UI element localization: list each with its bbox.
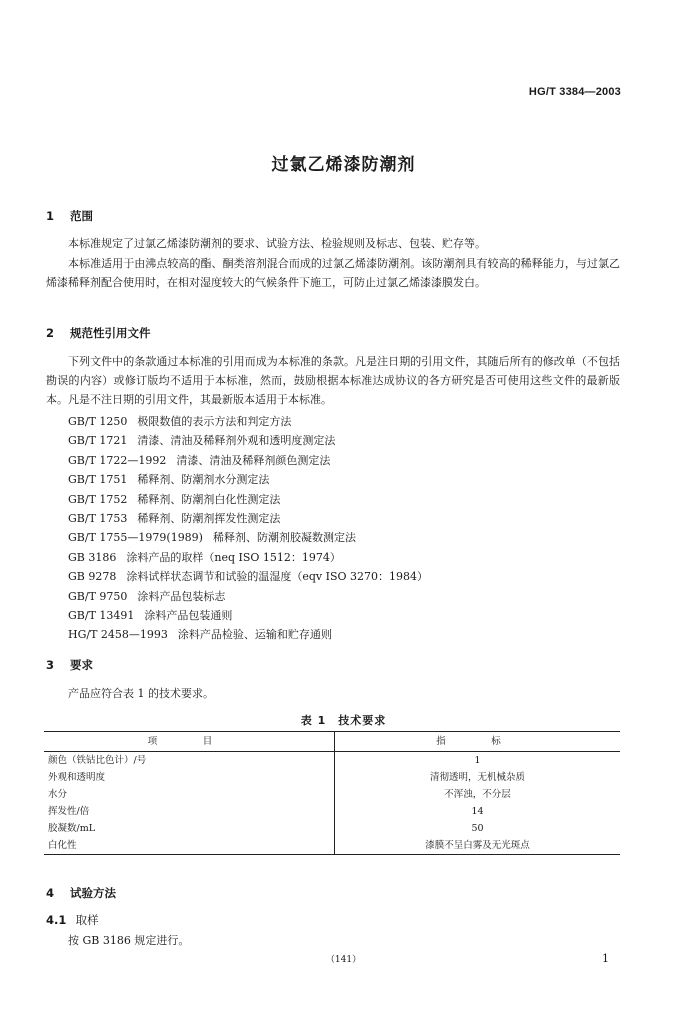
page-center-mark: （141） (325, 955, 362, 965)
reference-name: 清漆、清油及稀释剂外观和透明度测定法 (137, 434, 336, 448)
table-cell-item (44, 769, 335, 786)
reference-code: GB 9278 (68, 570, 117, 584)
reference-item (68, 470, 428, 489)
table-row (44, 752, 620, 770)
item-text: 颜色（铁钴比色计）/号 (48, 755, 147, 766)
reference-name: 涂料产品包装标志 (137, 589, 226, 603)
reference-item (68, 412, 428, 431)
section-number: 1 (46, 209, 55, 223)
reference-code: GB/T 13491 (68, 608, 135, 622)
item-text: 挥发性/倍 (48, 806, 90, 817)
item-text: 外观和透明度 (48, 772, 106, 783)
table-cell-item (44, 803, 335, 820)
table-cell-value: 50 (471, 823, 484, 834)
reference-name: 稀释剂、防潮剂白化性测定法 (137, 492, 281, 506)
reference-item (68, 509, 428, 528)
reference-item (68, 451, 428, 470)
section-3-heading (46, 657, 93, 673)
reference-name: 涂料产品检验、运输和贮存通则 (177, 628, 332, 642)
table-cell-item (44, 820, 335, 837)
reference-name: 涂料试样状态调节和试验的温湿度（eqv ISO 3270：1984） (126, 570, 429, 584)
table-cell-item (44, 786, 335, 803)
reference-item (68, 625, 428, 644)
section-title: 规范性引用文件 (70, 326, 151, 340)
section-2-heading (46, 325, 151, 341)
table-row (44, 837, 620, 855)
table-cell-value: 不浑浊，不分层 (444, 789, 511, 800)
table-cell-value: 清彻透明，无机械杂质 (429, 772, 525, 783)
reference-item (68, 567, 428, 586)
item-text: 白化性 (48, 840, 77, 851)
reference-name: 稀释剂、防潮剂水分测定法 (137, 473, 270, 487)
table-row (44, 820, 620, 837)
item-text: 胶凝数/mL (48, 823, 96, 834)
reference-code: GB/T 1755—1979(1989) (68, 531, 203, 545)
reference-item (68, 606, 428, 625)
table-header-row (44, 732, 620, 752)
section-number: 3 (46, 658, 55, 672)
document-title: 过氯乙烯漆防潮剂 (271, 155, 416, 175)
subsection-4-1-text: 按 GB 3186 规定进行。 (68, 934, 190, 947)
section-1-paragraph-1: 本标准规定了过氯乙烯漆防潮剂的要求、试验方法、检验规则及标志、包装、贮存等。 (68, 237, 486, 250)
item-text: 水分 (48, 789, 68, 800)
normative-references-list (68, 412, 428, 645)
reference-item (68, 431, 428, 450)
table-caption: 表 1 技术要求 (300, 714, 387, 727)
section-3-intro: 产品应符合表 1 的技术要求。 (68, 687, 214, 700)
reference-code: GB/T 1721 (68, 434, 128, 448)
reference-code: GB/T 9750 (68, 589, 128, 603)
table-cell-value: 14 (471, 806, 484, 817)
section-title: 要求 (70, 658, 94, 672)
reference-code: GB/T 1250 (68, 415, 128, 428)
table-row (44, 803, 620, 820)
column-header-item: 项 目 (44, 732, 335, 752)
standard-code: HG/T 3384—2003 (528, 86, 621, 98)
reference-code: GB/T 1752 (68, 492, 128, 506)
subsection-title: 取样 (75, 913, 99, 927)
section-1-paragraph-2: 本标准适用于由沸点较高的酯、酮类溶剂混合而成的过氯乙烯漆防潮剂。该防潮剂具有较高的稀释能力，与过氯乙烯漆稀释剂配合使用时，在相对湿度较大的气候条件下施工，可防止过氯乙烯漆漆膜发白。 (46, 257, 620, 289)
table-cell-value: 1 (474, 755, 481, 766)
reference-name: 涂料产品包装通则 (144, 608, 233, 622)
section-2-intro: 下列文件中的条款通过本标准的引用而成为本标准的条款。凡是注日期的引用文件，其随后所有的修改单（不包括勘误的内容）或修订版均不适用于本标准，然而，鼓励根据本标准达成协议的各方研究是否可使用这些文件的最新版本。凡是不注日期的引用文件，其最新版本适用于本标准。 (46, 355, 620, 406)
reference-name: 稀释剂、防潮剂胶凝数测定法 (212, 531, 356, 545)
table-cell-item (44, 837, 335, 855)
section-title: 试验方法 (70, 886, 117, 900)
reference-name: 稀释剂、防潮剂挥发性测定法 (137, 511, 281, 525)
section-number: 2 (46, 326, 55, 340)
reference-item (68, 528, 428, 547)
reference-code: GB/T 1722—1992 (68, 453, 167, 467)
reference-code: HG/T 2458—1993 (68, 628, 168, 642)
reference-name: 极限数值的表示方法和判定方法 (137, 415, 292, 428)
section-4-heading (46, 885, 116, 901)
reference-code: GB 3186 (68, 550, 117, 564)
reference-code: GB/T 1751 (68, 473, 128, 487)
reference-item (68, 587, 428, 606)
column-header-value: 指 标 (335, 732, 621, 752)
reference-code: GB/T 1753 (68, 511, 128, 525)
subsection-number: 4.1 (46, 913, 67, 927)
subsection-4-1-heading (46, 912, 99, 928)
reference-name: 清漆、清油及稀释剂颜色测定法 (176, 453, 331, 467)
technical-requirements-table (44, 731, 620, 855)
reference-item (68, 490, 428, 509)
section-number: 4 (46, 886, 55, 900)
section-1-heading (46, 208, 93, 224)
section-title: 范围 (70, 209, 94, 223)
table-cell-value: 漆膜不呈白雾及无光斑点 (335, 837, 621, 855)
reference-name: 涂料产品的取样（neq ISO 1512：1974） (126, 550, 341, 564)
page-number: 1 (602, 952, 609, 965)
table-row (44, 786, 620, 803)
table-row (44, 769, 620, 786)
reference-item (68, 548, 428, 567)
table-cell-item (44, 752, 335, 770)
